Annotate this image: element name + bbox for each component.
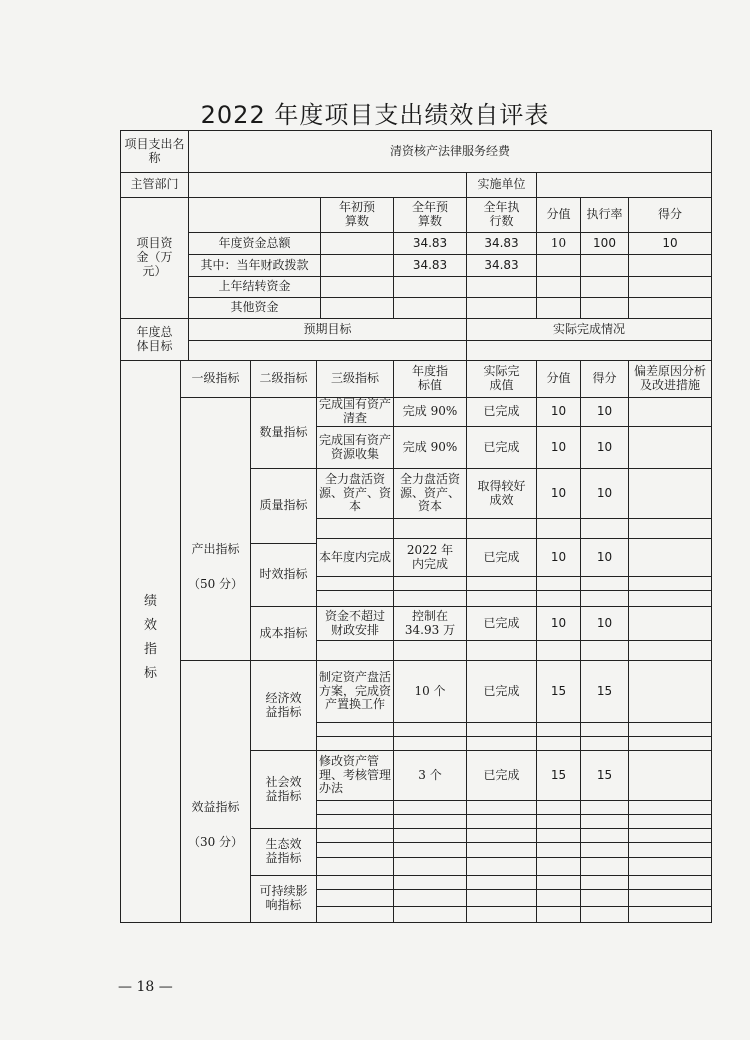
goals-expected-header: 预期目标 — [303, 321, 352, 336]
actual-value: 已完成 — [483, 683, 520, 698]
score-value: 10 — [596, 404, 613, 419]
funds-exec-value: 34.83 — [484, 235, 519, 250]
goals-actual-header: 实际完成情况 — [552, 321, 625, 336]
ind-header-target: 年度指标值 — [411, 364, 448, 392]
points-value: 15 — [550, 683, 567, 698]
project-name-value: 清资核产法律服务经费 — [389, 143, 510, 158]
level3-item: 制定资产盘活方案，完成资产置换工作 — [319, 669, 392, 712]
level3-item: 完成国有资产资源收集 — [319, 432, 392, 461]
funds-header-points: 分值 — [546, 207, 571, 222]
target-value: 2022 年内完成 — [406, 542, 454, 571]
ind-header-level1: 一级指标 — [191, 371, 240, 386]
level3-item: 修改资产管理、考核管理办法 — [319, 753, 392, 796]
funds-label: 项目资金（万元） — [136, 236, 173, 278]
impl-unit-label: 实施单位 — [477, 177, 526, 192]
project-name-label: 项目支出名称 — [124, 136, 185, 165]
score-value: 10 — [596, 485, 613, 500]
indicators-section-label: 绩 效 指 标 — [143, 594, 157, 681]
score-value: 15 — [596, 683, 613, 698]
target-value: 完成 90% — [402, 439, 458, 454]
level2-quality: 质量指标 — [259, 498, 308, 513]
funds-header-initial: 年初预算数 — [338, 200, 375, 228]
level2-economic: 经济效益指标 — [265, 690, 302, 719]
funds-budget-value: 34.83 — [412, 257, 448, 272]
funds-exec-value: 34.83 — [484, 257, 519, 272]
target-value: 全力盘活资源、资产、资本 — [399, 471, 460, 514]
actual-value: 已完成 — [483, 439, 520, 454]
page-number: — 18 — — [118, 979, 173, 995]
level3-item: 全力盘活资源、资产、资本 — [319, 471, 392, 514]
level2-cost: 成本指标 — [259, 625, 308, 640]
dept-label: 主管部门 — [130, 177, 179, 192]
points-value: 10 — [550, 439, 567, 454]
ind-header-points: 分值 — [546, 371, 571, 386]
level2-ecological: 生态效益指标 — [265, 837, 302, 865]
ind-header-deviation: 偏差原因分析及改进措施 — [633, 364, 706, 392]
actual-value: 已完成 — [483, 615, 520, 630]
funds-row-label: 上年结转资金 — [218, 279, 291, 294]
level1-benefit-name: 效益指标 — [191, 800, 240, 815]
level3-item: 本年度内完成 — [319, 549, 392, 564]
target-value: 完成 90% — [402, 404, 458, 419]
target-value: 3 个 — [418, 767, 442, 782]
target-value: 10 个 — [414, 683, 446, 698]
level1-output-name: 产出指标 — [191, 542, 240, 557]
score-value: 15 — [596, 767, 613, 782]
points-value: 10 — [550, 404, 567, 419]
actual-value: 已完成 — [483, 404, 520, 419]
target-value: 控制在 34.93 万 — [404, 608, 456, 637]
funds-header-exec: 全年执行数 — [483, 200, 520, 228]
ind-header-level3: 三级指标 — [330, 371, 379, 386]
score-value: 10 — [596, 549, 613, 564]
funds-row-label: 其他资金 — [230, 300, 279, 315]
level2-timeliness: 时效指标 — [259, 567, 308, 582]
level2-sustainable: 可持续影响指标 — [259, 884, 308, 912]
funds-score-value: 10 — [662, 235, 678, 250]
ind-header-actual: 实际完成值 — [483, 364, 520, 392]
actual-value: 已完成 — [483, 549, 520, 564]
funds-header-rate: 执行率 — [586, 207, 623, 222]
funds-budget-value: 34.83 — [412, 235, 448, 250]
points-value: 10 — [550, 615, 567, 630]
points-value: 10 — [550, 549, 567, 564]
funds-row-label: 其中：当年财政拨款 — [200, 257, 309, 272]
actual-value: 取得较好成效 — [477, 478, 526, 507]
level1-benefit-score: （30 分） — [187, 835, 244, 850]
ind-header-level2: 二级指标 — [259, 371, 308, 386]
ind-header-score: 得分 — [592, 371, 617, 386]
score-value: 10 — [596, 439, 613, 454]
page-title: 2022 年度项目支出绩效自评表 — [200, 101, 550, 129]
goals-label: 年度总体目标 — [136, 324, 173, 353]
score-value: 10 — [596, 615, 613, 630]
funds-row-label: 年度资金总额 — [218, 235, 291, 250]
funds-header-budget: 全年预算数 — [411, 200, 448, 228]
points-value: 15 — [550, 767, 567, 782]
level2-quantity: 数量指标 — [259, 425, 308, 440]
level3-item: 资金不超过财政安排 — [324, 608, 385, 637]
funds-header-score: 得分 — [657, 207, 682, 222]
level2-social: 社会效益指标 — [265, 774, 302, 803]
level1-output-score: （50 分） — [187, 577, 244, 592]
points-value: 10 — [550, 485, 567, 500]
level3-item: 完成国有资产清查 — [319, 397, 392, 425]
funds-rate-value: 100 — [593, 235, 616, 250]
actual-value: 已完成 — [483, 767, 520, 782]
funds-points-value: 10 — [550, 235, 567, 250]
